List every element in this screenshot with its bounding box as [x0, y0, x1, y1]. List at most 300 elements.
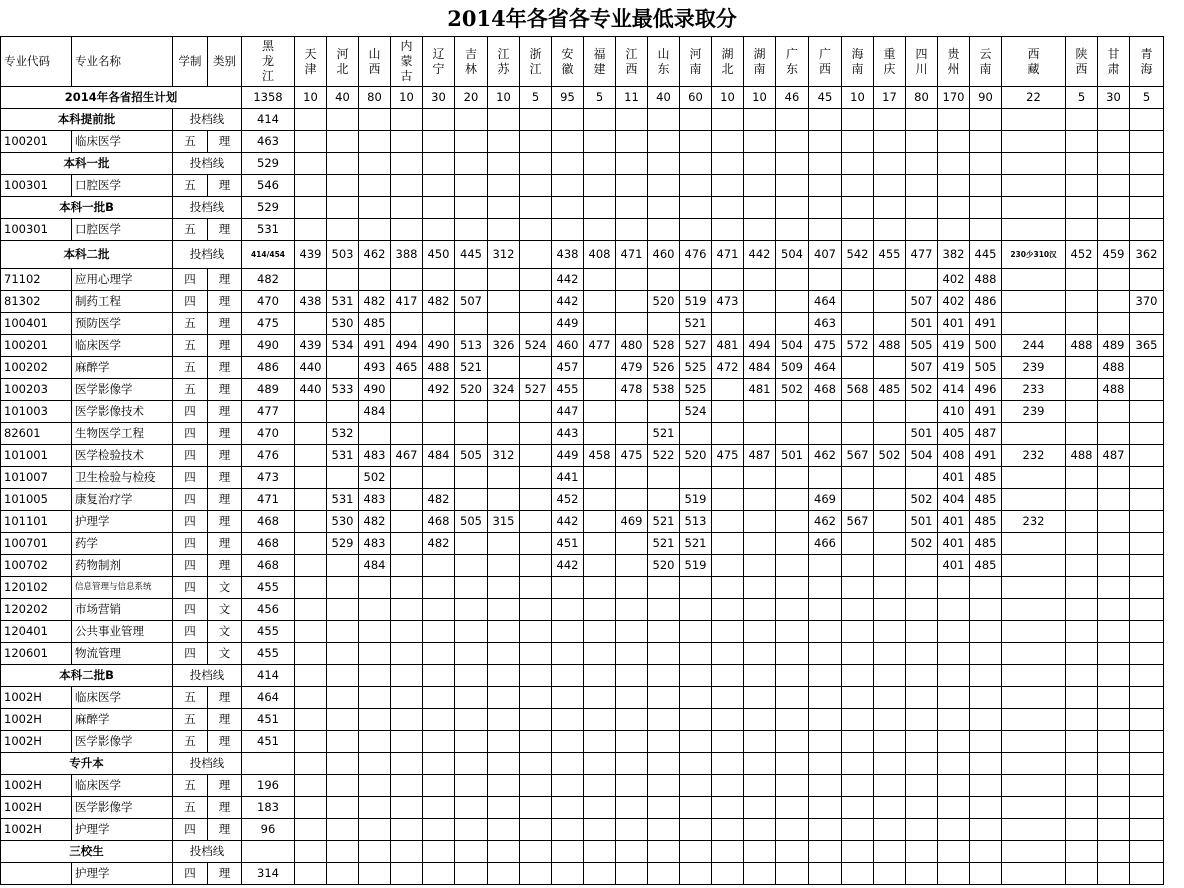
header-province[interactable]: 贵 州 [938, 37, 970, 87]
score-cell[interactable] [744, 219, 776, 241]
score-cell[interactable] [680, 643, 712, 665]
score-cell[interactable] [776, 709, 809, 731]
score-cell[interactable] [520, 357, 552, 379]
header-province[interactable]: 湖 北 [712, 37, 744, 87]
score-cell[interactable] [552, 687, 584, 709]
score-cell[interactable] [1002, 819, 1066, 841]
score-cell[interactable]: 519 [680, 555, 712, 577]
score-cell[interactable] [744, 109, 776, 131]
score-cell[interactable] [776, 643, 809, 665]
score-cell[interactable] [648, 863, 680, 885]
score-cell[interactable] [552, 197, 584, 219]
score-cell[interactable] [584, 467, 616, 489]
score-cell[interactable]: 505 [455, 445, 488, 467]
score-cell[interactable]: 475 [712, 445, 744, 467]
score-cell[interactable]: 490 [423, 335, 455, 357]
score-cell[interactable] [1066, 753, 1098, 775]
score-cell[interactable] [391, 175, 423, 197]
score-cell[interactable]: 482 [423, 291, 455, 313]
major-type[interactable]: 理 [208, 219, 242, 241]
score-cell[interactable]: 491 [970, 445, 1002, 467]
score-cell[interactable]: 531 [242, 219, 295, 241]
plan-value[interactable]: 95 [552, 87, 584, 109]
score-cell[interactable]: 449 [552, 445, 584, 467]
score-cell[interactable] [874, 357, 906, 379]
major-years[interactable]: 五 [173, 219, 208, 241]
batch-line-label[interactable]: 投档线 [173, 665, 242, 687]
score-cell[interactable]: 487 [970, 423, 1002, 445]
score-cell[interactable] [842, 599, 874, 621]
score-cell[interactable] [359, 643, 391, 665]
plan-value[interactable]: 46 [776, 87, 809, 109]
score-cell[interactable] [906, 863, 938, 885]
score-cell[interactable] [1002, 687, 1066, 709]
score-cell[interactable] [359, 131, 391, 153]
score-cell[interactable] [842, 423, 874, 445]
score-cell[interactable]: 487 [1098, 445, 1130, 467]
batch-name[interactable]: 本科二批 [1, 241, 173, 269]
score-cell[interactable] [1002, 423, 1066, 445]
score-cell[interactable]: 468 [423, 511, 455, 533]
score-cell[interactable] [552, 621, 584, 643]
plan-value[interactable]: 45 [809, 87, 842, 109]
score-cell[interactable] [1098, 687, 1130, 709]
score-cell[interactable] [842, 709, 874, 731]
score-cell[interactable]: 469 [616, 511, 648, 533]
score-cell[interactable] [680, 599, 712, 621]
score-cell[interactable]: 530 [327, 313, 359, 335]
score-cell[interactable]: 449 [552, 313, 584, 335]
score-cell[interactable] [1002, 731, 1066, 753]
score-cell[interactable]: 502 [906, 489, 938, 511]
score-cell[interactable] [295, 621, 327, 643]
major-type[interactable]: 理 [208, 379, 242, 401]
score-cell[interactable] [680, 269, 712, 291]
score-cell[interactable] [874, 489, 906, 511]
score-cell[interactable] [327, 219, 359, 241]
score-cell[interactable] [455, 599, 488, 621]
score-cell[interactable] [295, 665, 327, 687]
score-cell[interactable]: 492 [423, 379, 455, 401]
major-name[interactable]: 医学影像学 [72, 731, 173, 753]
score-cell[interactable]: 513 [455, 335, 488, 357]
score-cell[interactable] [1130, 555, 1164, 577]
score-cell[interactable] [809, 423, 842, 445]
score-cell[interactable] [874, 153, 906, 175]
score-cell[interactable] [295, 511, 327, 533]
score-cell[interactable] [1066, 401, 1098, 423]
major-years[interactable]: 四 [173, 599, 208, 621]
score-cell[interactable]: 529 [242, 197, 295, 219]
score-cell[interactable]: 480 [616, 335, 648, 357]
score-cell[interactable] [455, 621, 488, 643]
score-cell[interactable] [842, 863, 874, 885]
score-cell[interactable] [488, 175, 520, 197]
score-cell[interactable] [712, 109, 744, 131]
score-cell[interactable] [455, 643, 488, 665]
major-type[interactable]: 理 [208, 797, 242, 819]
score-cell[interactable] [295, 643, 327, 665]
score-cell[interactable] [1066, 687, 1098, 709]
major-type[interactable]: 理 [208, 467, 242, 489]
score-cell[interactable] [391, 197, 423, 219]
score-cell[interactable] [1098, 533, 1130, 555]
score-cell[interactable] [359, 269, 391, 291]
score-cell[interactable] [520, 175, 552, 197]
score-cell[interactable] [938, 753, 970, 775]
score-cell[interactable] [423, 863, 455, 885]
score-cell[interactable] [874, 665, 906, 687]
score-cell[interactable] [616, 175, 648, 197]
score-cell[interactable] [520, 219, 552, 241]
score-cell[interactable] [552, 577, 584, 599]
score-cell[interactable] [970, 577, 1002, 599]
score-cell[interactable] [584, 269, 616, 291]
major-name[interactable]: 制药工程 [72, 291, 173, 313]
score-cell[interactable]: 472 [712, 357, 744, 379]
score-cell[interactable] [616, 131, 648, 153]
score-cell[interactable] [744, 153, 776, 175]
major-years[interactable]: 四 [173, 511, 208, 533]
score-cell[interactable] [455, 577, 488, 599]
score-cell[interactable] [970, 709, 1002, 731]
score-cell[interactable] [874, 511, 906, 533]
score-cell[interactable] [809, 599, 842, 621]
score-cell[interactable] [327, 775, 359, 797]
score-cell[interactable] [809, 863, 842, 885]
score-cell[interactable] [391, 621, 423, 643]
score-cell[interactable] [359, 197, 391, 219]
score-cell[interactable] [842, 357, 874, 379]
score-cell[interactable] [520, 665, 552, 687]
score-cell[interactable] [712, 797, 744, 819]
batch-name[interactable]: 本科一批B [1, 197, 173, 219]
score-cell[interactable] [970, 863, 1002, 885]
major-type[interactable]: 理 [208, 731, 242, 753]
major-years[interactable]: 五 [173, 775, 208, 797]
score-cell[interactable]: 401 [938, 313, 970, 335]
score-cell[interactable] [776, 665, 809, 687]
score-cell[interactable] [1098, 599, 1130, 621]
score-cell[interactable] [1130, 445, 1164, 467]
major-code[interactable]: 100203 [1, 379, 72, 401]
plan-value[interactable]: 10 [295, 87, 327, 109]
score-cell[interactable] [520, 131, 552, 153]
score-cell[interactable]: 533 [327, 379, 359, 401]
score-cell[interactable] [584, 731, 616, 753]
score-cell[interactable]: 483 [359, 533, 391, 555]
score-cell[interactable] [584, 197, 616, 219]
score-cell[interactable]: 442 [744, 241, 776, 269]
major-years[interactable]: 五 [173, 379, 208, 401]
score-cell[interactable] [552, 643, 584, 665]
score-cell[interactable]: 455 [242, 621, 295, 643]
major-years[interactable]: 四 [173, 401, 208, 423]
score-cell[interactable] [520, 197, 552, 219]
score-cell[interactable]: 488 [1066, 335, 1098, 357]
score-cell[interactable] [1066, 131, 1098, 153]
score-cell[interactable] [552, 819, 584, 841]
score-cell[interactable] [680, 775, 712, 797]
score-cell[interactable] [1066, 175, 1098, 197]
score-cell[interactable]: 491 [970, 313, 1002, 335]
score-cell[interactable] [455, 423, 488, 445]
score-cell[interactable] [906, 219, 938, 241]
score-cell[interactable] [1130, 511, 1164, 533]
header-province[interactable]: 吉 林 [455, 37, 488, 87]
score-cell[interactable]: 479 [616, 357, 648, 379]
score-cell[interactable] [520, 819, 552, 841]
score-cell[interactable] [680, 153, 712, 175]
score-cell[interactable] [776, 197, 809, 219]
major-name[interactable]: 物流管理 [72, 643, 173, 665]
score-cell[interactable] [874, 863, 906, 885]
score-cell[interactable] [295, 109, 327, 131]
score-cell[interactable] [488, 423, 520, 445]
score-cell[interactable]: 502 [776, 379, 809, 401]
score-cell[interactable]: 520 [680, 445, 712, 467]
score-cell[interactable] [359, 753, 391, 775]
score-cell[interactable] [327, 753, 359, 775]
score-cell[interactable] [391, 511, 423, 533]
score-cell[interactable] [906, 643, 938, 665]
score-cell[interactable] [1066, 643, 1098, 665]
score-cell[interactable]: 441 [552, 467, 584, 489]
score-cell[interactable] [1002, 797, 1066, 819]
score-cell[interactable]: 442 [552, 511, 584, 533]
score-cell[interactable]: 542 [842, 241, 874, 269]
score-cell[interactable] [1130, 313, 1164, 335]
score-cell[interactable] [809, 621, 842, 643]
score-cell[interactable] [552, 153, 584, 175]
score-cell[interactable]: 507 [906, 291, 938, 313]
score-cell[interactable] [423, 731, 455, 753]
major-years[interactable]: 五 [173, 175, 208, 197]
score-cell[interactable] [744, 131, 776, 153]
score-cell[interactable] [809, 775, 842, 797]
score-cell[interactable] [809, 555, 842, 577]
score-cell[interactable] [680, 467, 712, 489]
score-cell[interactable]: 505 [455, 511, 488, 533]
score-cell[interactable] [874, 131, 906, 153]
score-cell[interactable] [842, 643, 874, 665]
score-cell[interactable] [906, 819, 938, 841]
major-name[interactable]: 医学影像技术 [72, 401, 173, 423]
major-type[interactable]: 理 [208, 269, 242, 291]
score-cell[interactable] [616, 709, 648, 731]
batch-line-label[interactable]: 投档线 [173, 109, 242, 131]
score-cell[interactable] [809, 153, 842, 175]
score-cell[interactable] [520, 599, 552, 621]
major-type[interactable]: 理 [208, 863, 242, 885]
score-cell[interactable] [712, 841, 744, 863]
score-cell[interactable]: 407 [809, 241, 842, 269]
score-cell[interactable]: 531 [327, 291, 359, 313]
header-province[interactable]: 山 东 [648, 37, 680, 87]
score-cell[interactable]: 408 [584, 241, 616, 269]
score-cell[interactable] [584, 219, 616, 241]
score-cell[interactable]: 504 [906, 445, 938, 467]
score-cell[interactable]: 312 [488, 241, 520, 269]
header-province[interactable]: 天 津 [295, 37, 327, 87]
score-cell[interactable] [488, 555, 520, 577]
major-type[interactable]: 理 [208, 687, 242, 709]
score-cell[interactable]: 475 [242, 313, 295, 335]
score-cell[interactable]: 455 [552, 379, 584, 401]
score-cell[interactable] [1066, 467, 1098, 489]
score-cell[interactable] [391, 753, 423, 775]
score-cell[interactable] [391, 313, 423, 335]
score-cell[interactable] [1066, 511, 1098, 533]
score-cell[interactable] [423, 599, 455, 621]
score-cell[interactable] [874, 797, 906, 819]
score-cell[interactable] [970, 219, 1002, 241]
score-cell[interactable]: 521 [648, 423, 680, 445]
score-cell[interactable] [970, 797, 1002, 819]
score-cell[interactable] [648, 219, 680, 241]
header-province[interactable]: 湖 南 [744, 37, 776, 87]
score-cell[interactable] [712, 467, 744, 489]
score-cell[interactable] [970, 775, 1002, 797]
score-cell[interactable] [423, 621, 455, 643]
score-cell[interactable] [842, 489, 874, 511]
header-province[interactable]: 甘 肃 [1098, 37, 1130, 87]
score-cell[interactable] [712, 489, 744, 511]
score-cell[interactable] [874, 753, 906, 775]
score-cell[interactable] [1066, 291, 1098, 313]
score-cell[interactable] [391, 709, 423, 731]
score-cell[interactable]: 457 [552, 357, 584, 379]
major-years[interactable]: 五 [173, 687, 208, 709]
score-cell[interactable] [776, 291, 809, 313]
score-cell[interactable] [584, 643, 616, 665]
score-cell[interactable] [455, 489, 488, 511]
score-cell[interactable] [616, 533, 648, 555]
score-cell[interactable] [648, 489, 680, 511]
score-cell[interactable] [391, 775, 423, 797]
major-type[interactable]: 理 [208, 335, 242, 357]
score-cell[interactable] [1066, 599, 1098, 621]
score-cell[interactable] [874, 775, 906, 797]
score-cell[interactable] [295, 687, 327, 709]
score-cell[interactable]: 505 [970, 357, 1002, 379]
score-cell[interactable] [712, 819, 744, 841]
score-cell[interactable]: 475 [809, 335, 842, 357]
score-cell[interactable] [295, 775, 327, 797]
score-cell[interactable] [970, 643, 1002, 665]
score-cell[interactable]: 414 [938, 379, 970, 401]
score-cell[interactable] [1066, 797, 1098, 819]
score-cell[interactable] [809, 731, 842, 753]
score-cell[interactable] [423, 665, 455, 687]
score-cell[interactable] [455, 687, 488, 709]
score-cell[interactable] [488, 197, 520, 219]
plan-value[interactable]: 10 [391, 87, 423, 109]
major-code[interactable]: 100301 [1, 219, 72, 241]
score-cell[interactable] [744, 291, 776, 313]
major-years[interactable]: 四 [173, 555, 208, 577]
score-cell[interactable] [648, 131, 680, 153]
score-cell[interactable]: 370 [1130, 291, 1164, 313]
score-cell[interactable] [906, 109, 938, 131]
major-name[interactable]: 护理学 [72, 511, 173, 533]
score-cell[interactable] [1098, 175, 1130, 197]
score-cell[interactable]: 362 [1130, 241, 1164, 269]
score-cell[interactable]: 490 [242, 335, 295, 357]
score-cell[interactable] [842, 819, 874, 841]
score-cell[interactable] [842, 153, 874, 175]
score-cell[interactable] [680, 423, 712, 445]
score-cell[interactable] [1130, 775, 1164, 797]
score-cell[interactable]: 405 [938, 423, 970, 445]
score-cell[interactable] [295, 577, 327, 599]
score-cell[interactable]: 230少310汉 [1002, 241, 1066, 269]
score-cell[interactable] [744, 709, 776, 731]
header-province[interactable]: 重 庆 [874, 37, 906, 87]
score-cell[interactable]: 404 [938, 489, 970, 511]
score-cell[interactable] [1002, 841, 1066, 863]
major-name[interactable]: 药学 [72, 533, 173, 555]
score-cell[interactable] [327, 621, 359, 643]
score-cell[interactable] [680, 709, 712, 731]
major-type[interactable]: 理 [208, 175, 242, 197]
score-cell[interactable] [842, 109, 874, 131]
batch-name[interactable]: 专升本 [1, 753, 173, 775]
score-cell[interactable] [776, 841, 809, 863]
score-cell[interactable] [842, 533, 874, 555]
header-province[interactable]: 福 建 [584, 37, 616, 87]
major-years[interactable]: 四 [173, 577, 208, 599]
score-cell[interactable] [423, 819, 455, 841]
score-cell[interactable]: 233 [1002, 379, 1066, 401]
score-cell[interactable] [809, 753, 842, 775]
score-cell[interactable] [520, 489, 552, 511]
score-cell[interactable] [1002, 291, 1066, 313]
score-cell[interactable]: 485 [874, 379, 906, 401]
score-cell[interactable] [906, 665, 938, 687]
score-cell[interactable] [1098, 753, 1130, 775]
score-cell[interactable] [809, 687, 842, 709]
major-name[interactable]: 生物医学工程 [72, 423, 173, 445]
score-cell[interactable] [842, 219, 874, 241]
major-code[interactable]: 81302 [1, 291, 72, 313]
major-code[interactable]: 1002H [1, 731, 72, 753]
score-cell[interactable] [1002, 709, 1066, 731]
score-cell[interactable]: 414/454 [242, 241, 295, 269]
score-cell[interactable] [488, 687, 520, 709]
score-cell[interactable] [744, 577, 776, 599]
score-cell[interactable] [584, 819, 616, 841]
header-province[interactable]: 四 川 [906, 37, 938, 87]
score-cell[interactable] [552, 709, 584, 731]
score-cell[interactable] [520, 621, 552, 643]
major-name[interactable]: 康复治疗学 [72, 489, 173, 511]
major-years[interactable]: 五 [173, 709, 208, 731]
major-code[interactable]: 120401 [1, 621, 72, 643]
score-cell[interactable] [327, 555, 359, 577]
score-cell[interactable] [423, 197, 455, 219]
score-cell[interactable]: 525 [680, 357, 712, 379]
major-code[interactable]: 120102 [1, 577, 72, 599]
score-cell[interactable]: 521 [680, 313, 712, 335]
score-cell[interactable] [584, 131, 616, 153]
header-type[interactable]: 类别 [208, 37, 242, 87]
score-cell[interactable] [744, 467, 776, 489]
score-cell[interactable] [1098, 511, 1130, 533]
score-cell[interactable] [1130, 269, 1164, 291]
plan-label[interactable]: 2014年各省招生计划 [1, 87, 242, 109]
score-cell[interactable] [680, 841, 712, 863]
